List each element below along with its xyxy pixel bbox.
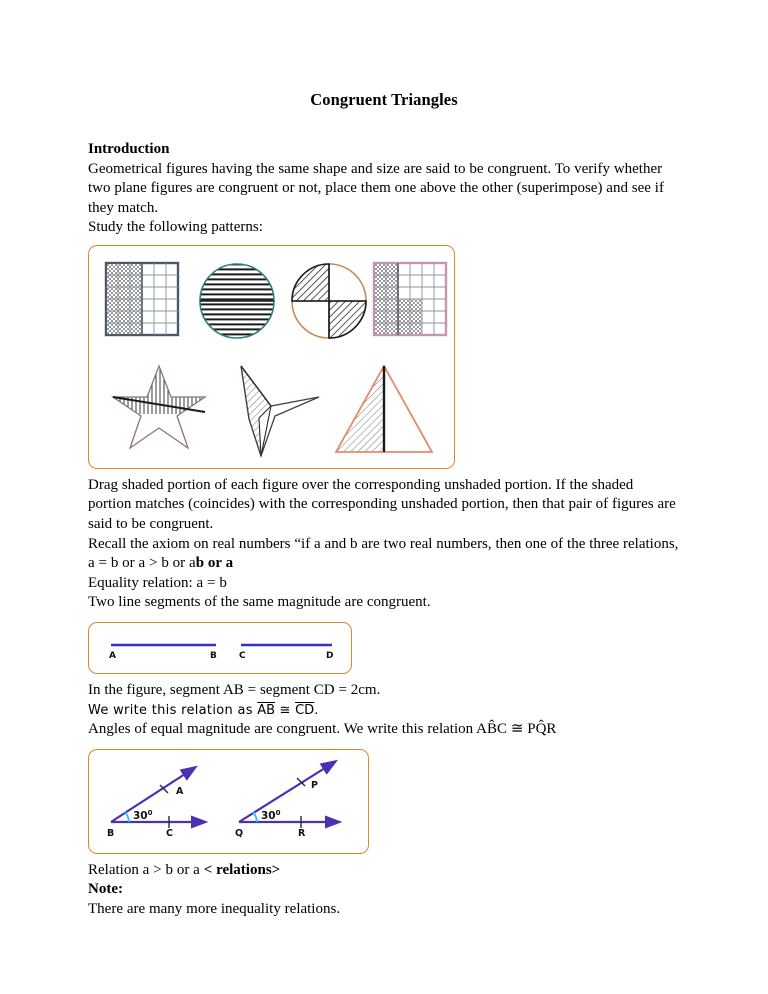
figure-spacer-3 xyxy=(88,854,680,861)
shape-circle-quadrants-hatched xyxy=(292,264,366,338)
relation-bold: < relations> xyxy=(203,861,281,878)
we-write-relation-line xyxy=(88,701,680,721)
recall-axiom-plain: Recall the axiom on real numbers “if a and b are two real numbers, then one of the three relations, a = b or a > b or a xyxy=(88,535,679,572)
shape-grid-square-half-shaded xyxy=(106,263,178,335)
figure-spacer-2 xyxy=(88,674,680,681)
shape-triangle-median xyxy=(336,366,432,452)
segment-label-d: D xyxy=(326,651,334,662)
shape-circle-horizontal-lines xyxy=(200,264,274,338)
segment-label-b: B xyxy=(210,651,217,662)
shape-grid-square-l-shaded xyxy=(374,263,446,335)
segment-label-c: C xyxy=(239,651,246,662)
angle-label-b: B xyxy=(107,827,115,839)
relation-plain: Relation a > b or a xyxy=(88,861,204,878)
angle-value-left: $30^0$ xyxy=(133,808,153,822)
angle-label-a: A xyxy=(176,785,184,797)
study-patterns-line: Study the following patterns: xyxy=(88,219,263,236)
recall-axiom-paragraph xyxy=(88,535,680,574)
we-write-prefix: We write this relation as xyxy=(88,702,258,718)
segment-cd-notation: $\overline{CD}$ xyxy=(295,702,315,718)
relation-line xyxy=(88,861,680,881)
segment-ab-notation: $\overline{AB}$ xyxy=(257,702,276,718)
angle-pqr xyxy=(235,768,327,839)
introduction-paragraph: Geometrical figures having the same shape and size are said to be congruent. To verify whether two plane figures are congruent or not, place them one above the other (superimpose) and see if they match. xyxy=(88,160,664,216)
segment-label-a: A xyxy=(109,651,116,662)
patterns-figure-panel xyxy=(88,245,455,469)
angle-label-r: R xyxy=(298,827,306,839)
shape-four-point-star xyxy=(241,366,319,456)
angle-label-p: P xyxy=(311,779,318,791)
congruent-angles-figure xyxy=(88,749,369,854)
angle-label-c: C xyxy=(166,827,173,839)
section-heading-introduction: Introduction xyxy=(88,141,170,157)
shape-five-point-star xyxy=(111,364,211,448)
congruent-symbol-1: ≅ xyxy=(275,702,296,718)
in-the-figure-line: In the figure, segment AB = segment CD = 2cm. xyxy=(88,682,381,699)
page-title: Congruent Triangles xyxy=(310,90,458,109)
equality-relation-line: Equality relation: a = b xyxy=(88,574,227,591)
angle-value-right: $30^0$ xyxy=(261,808,281,822)
note-body-line: There are many more inequality relations. xyxy=(88,900,341,917)
angles-congruent-line: Angles of equal magnitude are congruent. We write this relation AB̂C ≅ PQ̂R xyxy=(88,721,557,738)
two-line-segments-line: Two line segments of the same magnitude are congruent. xyxy=(88,594,431,611)
angle-abc xyxy=(107,774,193,839)
note-heading: Note: xyxy=(88,881,123,898)
recall-axiom-bold: b or a xyxy=(195,555,234,572)
line-segments-figure xyxy=(88,622,352,674)
angle-label-q: Q xyxy=(235,827,244,839)
drag-shaded-paragraph: Drag shaded portion of each figure over the corresponding unshaded portion. If the shaded portion matches (coincides) with the corresponding unshaded portion, then that pair of figures are said to be congruent. xyxy=(88,476,676,533)
we-write-suffix: . xyxy=(314,702,319,718)
figure-spacer xyxy=(88,469,680,476)
